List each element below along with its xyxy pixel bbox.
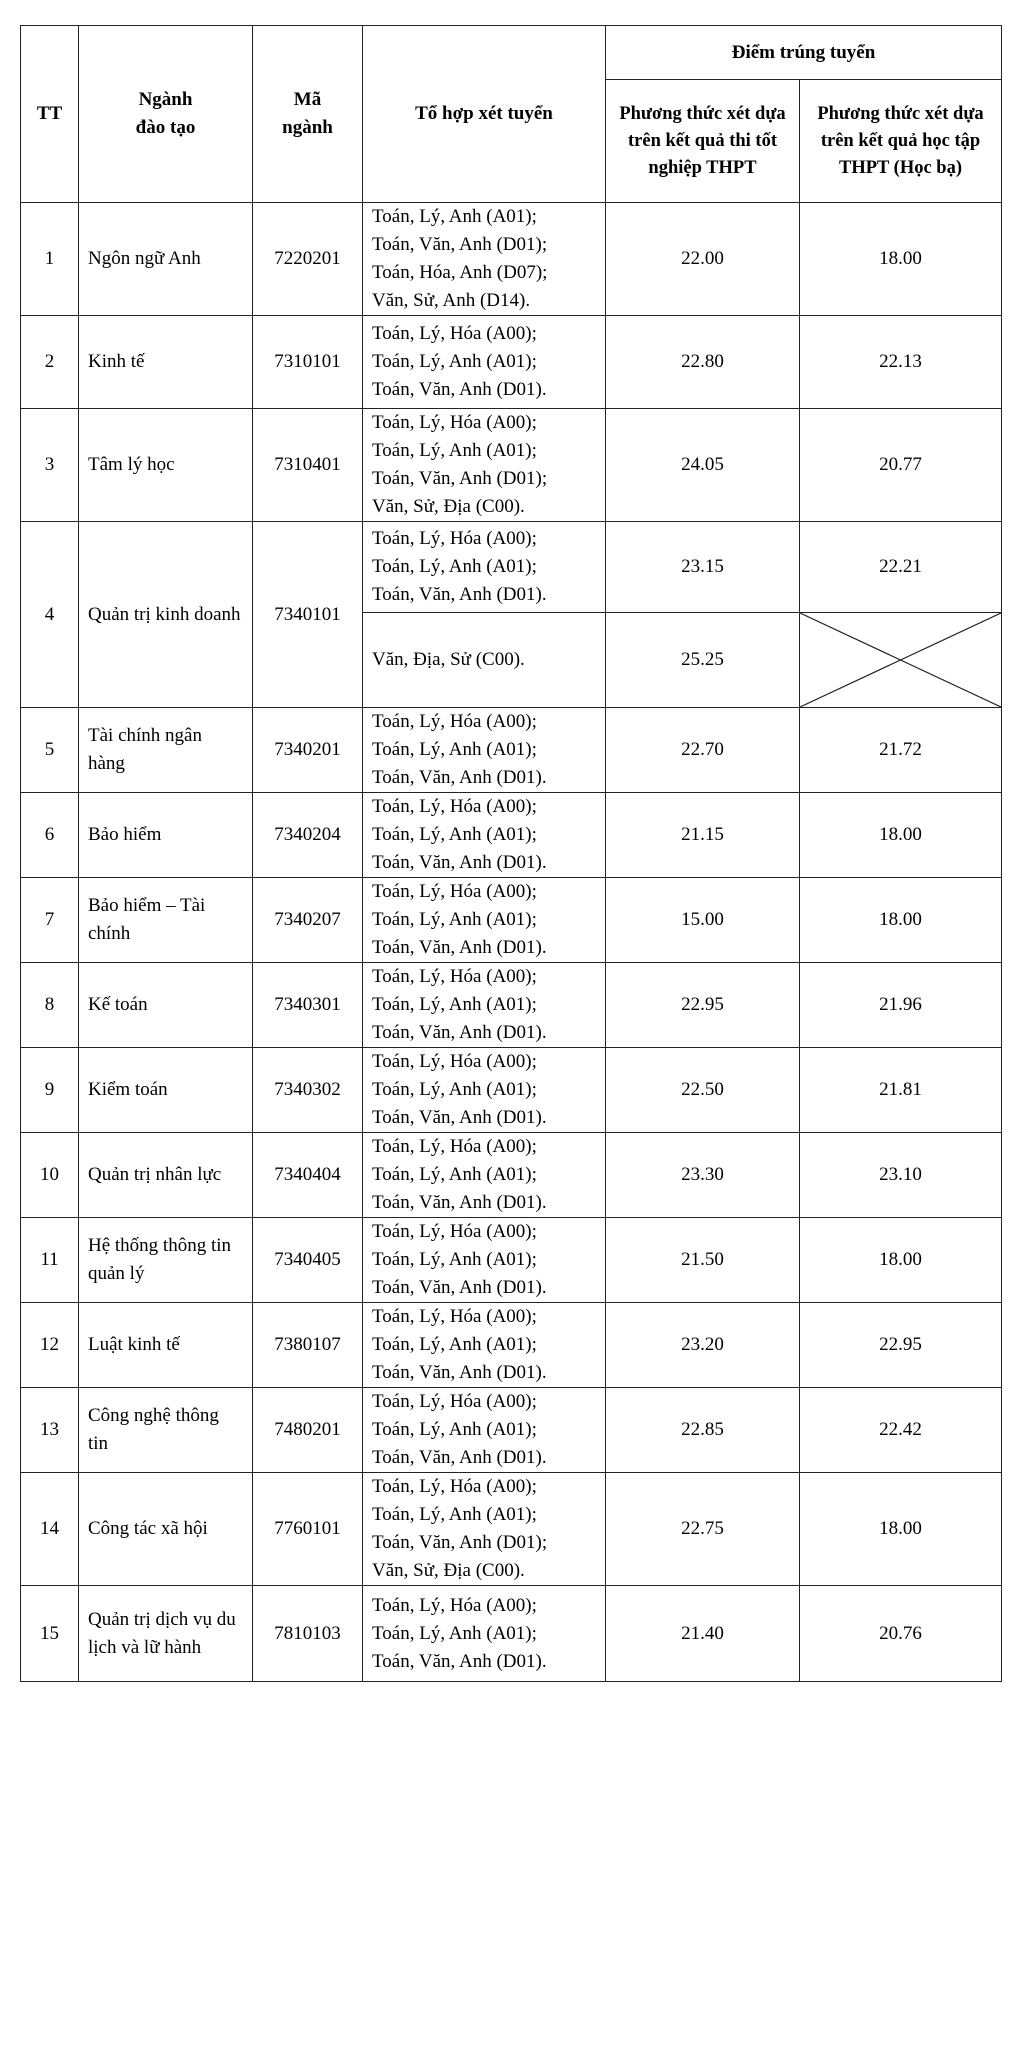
to-hop-line: Toán, Văn, Anh (D01). [372, 1362, 547, 1383]
row-tt: 1 [21, 203, 79, 316]
row-tt: 5 [21, 708, 79, 793]
table-row [21, 793, 1002, 878]
row-to-hop [363, 1303, 606, 1388]
row-tt: 8 [21, 963, 79, 1048]
row-ma-nganh: 7340101 [253, 522, 363, 708]
row-diem-thpt: 21.40 [606, 1586, 800, 1682]
to-hop-line: Toán, Lý, Anh (A01); [372, 351, 537, 372]
table-row [21, 522, 1002, 613]
row-tt: 7 [21, 878, 79, 963]
row-to-hop [363, 1388, 606, 1473]
row-diem-hoc-ba: 18.00 [800, 1473, 1002, 1586]
not-applicable-cross [800, 613, 1002, 708]
to-hop-line: Toán, Lý, Anh (A01); [372, 1249, 537, 1270]
row-ma-nganh: 7340404 [253, 1133, 363, 1218]
header-nganh: Ngành đào tạo [79, 26, 253, 203]
row-nganh: Tâm lý học [79, 409, 253, 522]
header-row-1 [21, 26, 1002, 80]
to-hop-line: Toán, Văn, Anh (D01). [372, 379, 547, 400]
to-hop-line: Toán, Văn, Anh (D01). [372, 1650, 547, 1672]
row-to-hop [363, 1473, 606, 1586]
row-nganh: Hệ thống thông tin quản lý [79, 1218, 253, 1303]
row-ma-nganh: 7310101 [253, 316, 363, 409]
row-nganh: Quản trị dịch vụ du lịch và lữ hành [79, 1586, 253, 1682]
header-phuong-thuc-thpt: Phương thức xét dựa trên kết quả thi tốt nghiệp THPT [606, 80, 800, 203]
table-row [21, 1388, 1002, 1473]
row-tt: 3 [21, 409, 79, 522]
row-to-hop [363, 963, 606, 1048]
row-diem-hoc-ba: 23.10 [800, 1133, 1002, 1218]
row-diem-hoc-ba: 22.21 [800, 522, 1002, 613]
to-hop-line: Toán, Văn, Anh (D01). [372, 852, 547, 873]
row-nganh: Quản trị kinh doanh [79, 522, 253, 708]
row-to-hop [363, 522, 606, 613]
to-hop-line: Toán, Lý, Anh (A01); [372, 556, 537, 577]
row-nganh: Bảo hiểm [79, 793, 253, 878]
table-body [21, 203, 1002, 1682]
to-hop-line: Toán, Lý, Anh (A01); [372, 909, 537, 930]
row-diem-hoc-ba: 18.00 [800, 878, 1002, 963]
to-hop-line: Toán, Lý, Hóa (A00); [372, 528, 537, 549]
row-diem-hoc-ba: 20.77 [800, 409, 1002, 522]
row-diem-hoc-ba: 22.95 [800, 1303, 1002, 1388]
to-hop-line: Toán, Lý, Hóa (A00); [372, 1391, 537, 1412]
to-hop-line: Toán, Lý, Hóa (A00); [372, 711, 537, 732]
to-hop-line: Văn, Sử, Anh (D14). [372, 290, 531, 311]
to-hop-line: Toán, Lý, Anh (A01); [372, 1079, 537, 1100]
table-row [21, 1218, 1002, 1303]
row-tt: 14 [21, 1473, 79, 1586]
row-diem-hoc-ba: 20.76 [800, 1586, 1002, 1682]
row-to-hop [363, 1048, 606, 1133]
row-tt: 11 [21, 1218, 79, 1303]
table-row [21, 1473, 1002, 1586]
to-hop-line: Toán, Lý, Hóa (A00); [372, 412, 537, 433]
row-diem-thpt: 24.05 [606, 409, 800, 522]
row-ma-nganh: 7310401 [253, 409, 363, 522]
row-to-hop [363, 203, 606, 316]
row-nganh: Quản trị nhân lực [79, 1133, 253, 1218]
to-hop-line: Toán, Hóa, Anh (D07); [372, 262, 548, 283]
row-to-hop-extra: Văn, Địa, Sử (C00). [363, 613, 606, 708]
header-diem-trung-tuyen: Điểm trúng tuyển [606, 26, 1002, 80]
to-hop-line: Toán, Lý, Hóa (A00); [372, 1476, 537, 1497]
header-tt: TT [21, 26, 79, 203]
row-to-hop [363, 409, 606, 522]
row-ma-nganh: 7340302 [253, 1048, 363, 1133]
row-diem-thpt: 23.20 [606, 1303, 800, 1388]
to-hop-line: Toán, Văn, Anh (D01); [372, 468, 548, 489]
to-hop-line: Toán, Văn, Anh (D01). [372, 1107, 547, 1128]
to-hop-line: Toán, Lý, Anh (A01); [372, 1164, 537, 1185]
row-tt: 13 [21, 1388, 79, 1473]
table-row [21, 316, 1002, 409]
row-diem-thpt: 22.00 [606, 203, 800, 316]
row-nganh: Tài chính ngân hàng [79, 708, 253, 793]
row-ma-nganh: 7340201 [253, 708, 363, 793]
to-hop-line: Toán, Lý, Anh (A01); [372, 824, 537, 845]
header-to-hop: Tổ hợp xét tuyển [363, 26, 606, 203]
to-hop-line: Toán, Lý, Hóa (A00); [372, 966, 537, 987]
row-tt: 9 [21, 1048, 79, 1133]
to-hop-line: Toán, Lý, Anh (A01); [372, 1504, 537, 1525]
to-hop-line: Toán, Văn, Anh (D01). [372, 1277, 547, 1298]
table-row [21, 1586, 1002, 1682]
to-hop-line: Toán, Lý, Anh (A01); [372, 206, 537, 227]
table-row [21, 203, 1002, 316]
row-tt: 10 [21, 1133, 79, 1218]
row-tt: 12 [21, 1303, 79, 1388]
to-hop-line: Văn, Sử, Địa (C00). [372, 1560, 525, 1581]
row-ma-nganh: 7480201 [253, 1388, 363, 1473]
table-row [21, 878, 1002, 963]
row-ma-nganh: 7810103 [253, 1586, 363, 1682]
admission-scores-table [20, 25, 1002, 1682]
to-hop-line: Toán, Văn, Anh (D01); [372, 1532, 548, 1553]
row-to-hop [363, 793, 606, 878]
row-diem-hoc-ba: 21.72 [800, 708, 1002, 793]
row-diem-hoc-ba: 18.00 [800, 793, 1002, 878]
to-hop-line: Toán, Lý, Anh (A01); [372, 1334, 537, 1355]
to-hop-line: Toán, Lý, Anh (A01); [372, 1419, 537, 1440]
to-hop-line: Toán, Văn, Anh (D01). [372, 1022, 547, 1043]
row-diem-hoc-ba: 18.00 [800, 203, 1002, 316]
row-tt: 15 [21, 1586, 79, 1682]
row-diem-hoc-ba: 22.42 [800, 1388, 1002, 1473]
row-to-hop [363, 1218, 606, 1303]
row-diem-thpt: 22.85 [606, 1388, 800, 1473]
to-hop-line: Toán, Văn, Anh (D01); [372, 234, 548, 255]
cross-mark-icon [800, 613, 1001, 707]
row-diem-thpt: 22.95 [606, 963, 800, 1048]
table-row [21, 1303, 1002, 1388]
to-hop-line: Toán, Văn, Anh (D01). [372, 1192, 547, 1213]
row-diem-thpt: 15.00 [606, 878, 800, 963]
row-nganh: Công tác xã hội [79, 1473, 253, 1586]
row-nganh: Luật kinh tế [79, 1303, 253, 1388]
row-nganh: Kiểm toán [79, 1048, 253, 1133]
to-hop-line: Toán, Văn, Anh (D01). [372, 584, 547, 605]
to-hop-line: Toán, Lý, Hóa (A00); [372, 323, 537, 344]
row-diem-hoc-ba: 21.81 [800, 1048, 1002, 1133]
row-diem-hoc-ba: 18.00 [800, 1218, 1002, 1303]
row-nganh: Kinh tế [79, 316, 253, 409]
row-to-hop [363, 316, 606, 409]
row-diem-thpt: 23.30 [606, 1133, 800, 1218]
row-diem-thpt: 21.50 [606, 1218, 800, 1303]
row-tt: 6 [21, 793, 79, 878]
row-tt: 2 [21, 316, 79, 409]
row-to-hop [363, 878, 606, 963]
row-nganh: Ngôn ngữ Anh [79, 203, 253, 316]
to-hop-line: Toán, Văn, Anh (D01). [372, 937, 547, 958]
table-row [21, 1048, 1002, 1133]
row-to-hop [363, 1586, 606, 1682]
header-ma-nganh: Mã ngành [253, 26, 363, 203]
row-diem-thpt: 22.70 [606, 708, 800, 793]
table-row [21, 963, 1002, 1048]
row-diem-thpt: 23.15 [606, 522, 800, 613]
to-hop-line: Toán, Văn, Anh (D01). [372, 1447, 547, 1468]
to-hop-line: Toán, Lý, Anh (A01); [372, 440, 537, 461]
row-diem-hoc-ba: 22.13 [800, 316, 1002, 409]
to-hop-line: Toán, Lý, Hóa (A00); [372, 1136, 537, 1157]
row-diem-thpt: 22.50 [606, 1048, 800, 1133]
row-diem-hoc-ba: 21.96 [800, 963, 1002, 1048]
row-diem-thpt: 22.75 [606, 1473, 800, 1586]
row-diem-thpt: 21.15 [606, 793, 800, 878]
header-phuong-thuc-hoc-ba: Phương thức xét dựa trên kết quả học tập THPT (Học bạ) [800, 80, 1002, 203]
row-tt: 4 [21, 522, 79, 708]
row-ma-nganh: 7340204 [253, 793, 363, 878]
row-diem-thpt-extra: 25.25 [606, 613, 800, 708]
row-diem-thpt: 22.80 [606, 316, 800, 409]
row-ma-nganh: 7220201 [253, 203, 363, 316]
row-ma-nganh: 7340301 [253, 963, 363, 1048]
to-hop-line: Toán, Lý, Hóa (A00); [372, 881, 537, 902]
to-hop-line: Toán, Văn, Anh (D01). [372, 767, 547, 788]
row-to-hop [363, 1133, 606, 1218]
to-hop-line: Toán, Lý, Hóa (A00); [372, 1594, 537, 1616]
row-ma-nganh: 7340405 [253, 1218, 363, 1303]
row-nganh: Kế toán [79, 963, 253, 1048]
table-row [21, 708, 1002, 793]
row-ma-nganh: 7380107 [253, 1303, 363, 1388]
table-row [21, 409, 1002, 522]
to-hop-line: Toán, Lý, Hóa (A00); [372, 1306, 537, 1327]
row-ma-nganh: 7340207 [253, 878, 363, 963]
to-hop-line: Toán, Lý, Hóa (A00); [372, 1051, 537, 1072]
row-nganh: Bảo hiểm – Tài chính [79, 878, 253, 963]
to-hop-line: Toán, Lý, Anh (A01); [372, 739, 537, 760]
to-hop-line: Văn, Sử, Địa (C00). [372, 496, 525, 517]
to-hop-line: Toán, Lý, Hóa (A00); [372, 796, 537, 817]
table-row [21, 1133, 1002, 1218]
to-hop-line: Toán, Lý, Hóa (A00); [372, 1221, 537, 1242]
row-to-hop [363, 708, 606, 793]
row-nganh: Công nghệ thông tin [79, 1388, 253, 1473]
row-ma-nganh: 7760101 [253, 1473, 363, 1586]
to-hop-line: Toán, Lý, Anh (A01); [372, 1622, 537, 1644]
to-hop-line: Toán, Lý, Anh (A01); [372, 994, 537, 1015]
